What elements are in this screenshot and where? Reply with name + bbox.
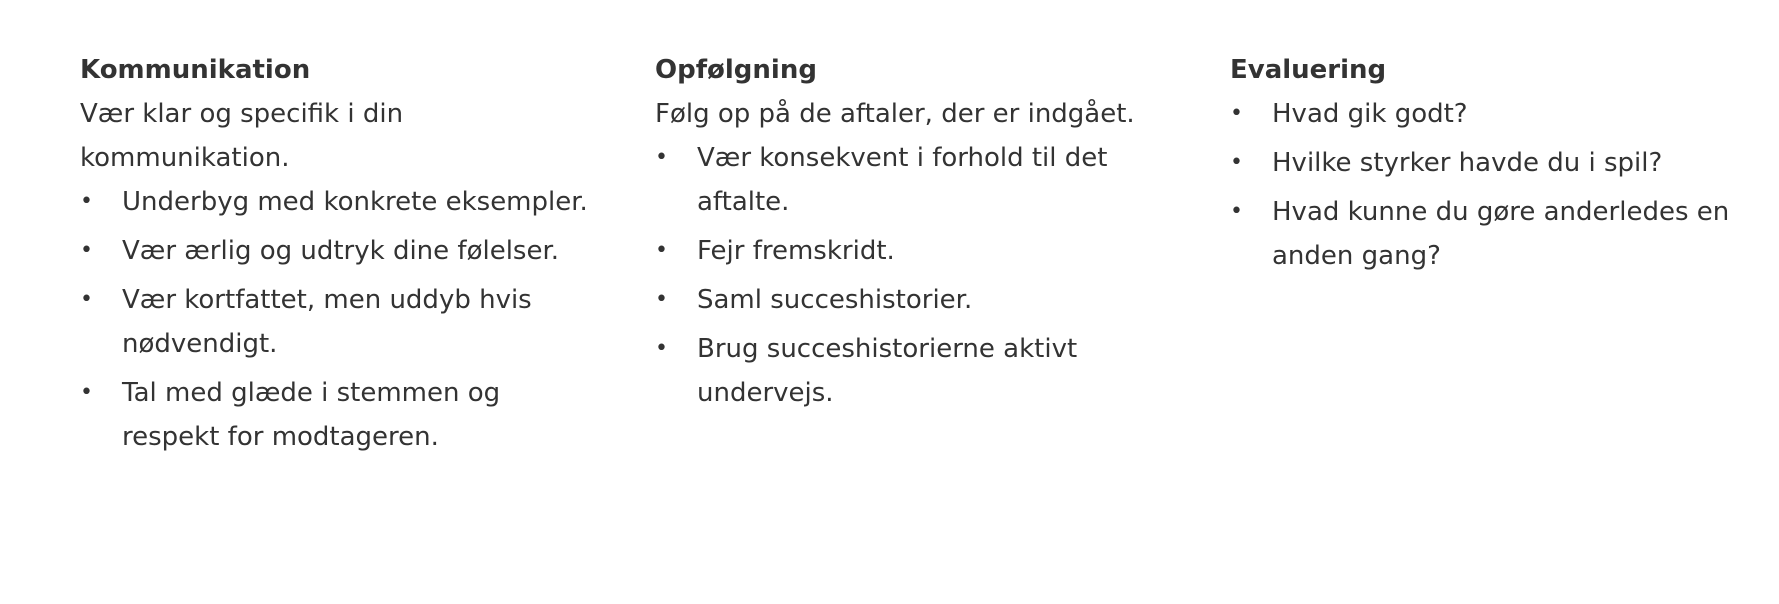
list-item xyxy=(80,180,593,224)
list-item-text: Vær ærlig og udtryk dine følelser. xyxy=(122,236,560,266)
list-item-text: Vær kortfattet, men uddyb hvis nødvendigt. xyxy=(122,285,532,359)
bullet-list xyxy=(655,136,1168,415)
list-item xyxy=(1230,190,1743,278)
bullet-icon: • xyxy=(80,380,93,405)
list-item-text: Tal med glæde i stemmen og respekt for modtageren. xyxy=(122,378,501,452)
bullet-list xyxy=(1230,92,1743,278)
column-kommunikation xyxy=(80,48,613,464)
column-intro: Følg op på de aftaler, der er indgået. xyxy=(655,99,1135,129)
bullet-list xyxy=(80,180,593,459)
bullet-icon: • xyxy=(655,336,668,361)
list-item-text: Hvad gik godt? xyxy=(1272,99,1468,129)
bullet-icon: • xyxy=(1230,199,1243,224)
bullet-icon: • xyxy=(655,145,668,170)
list-item xyxy=(80,229,593,273)
list-item-text: Hvad kunne du gøre anderledes en anden gang? xyxy=(1272,197,1730,271)
three-column-content xyxy=(80,48,1763,464)
list-item-text: Saml succeshistorier. xyxy=(697,285,973,315)
list-item xyxy=(1230,92,1743,136)
list-item xyxy=(1230,141,1743,185)
column-evaluering xyxy=(1230,48,1763,464)
list-item xyxy=(655,229,1168,273)
column-title: Opfølgning xyxy=(655,55,817,85)
list-item-text: Underbyg med konkrete eksempler. xyxy=(122,187,588,217)
list-item-text: Vær konsekvent i forhold til det aftalte. xyxy=(697,143,1108,217)
bullet-icon: • xyxy=(80,189,93,214)
bullet-icon: • xyxy=(80,287,93,312)
list-item xyxy=(80,371,593,459)
column-intro: Vær klar og specifik i din kommunikation. xyxy=(80,99,404,173)
column-opfoelgning xyxy=(655,48,1188,464)
list-item xyxy=(80,278,593,366)
list-item-text: Hvilke styrker havde du i spil? xyxy=(1272,148,1663,178)
list-item xyxy=(655,136,1168,224)
bullet-icon: • xyxy=(1230,150,1243,175)
list-item-text: Brug succeshistorierne aktivt undervejs. xyxy=(697,334,1078,408)
column-title: Kommunikation xyxy=(80,55,311,85)
list-item-text: Fejr fremskridt. xyxy=(697,236,895,266)
list-item xyxy=(655,278,1168,322)
bullet-icon: • xyxy=(655,238,668,263)
list-item xyxy=(655,327,1168,415)
column-title: Evaluering xyxy=(1230,55,1387,85)
bullet-icon: • xyxy=(80,238,93,263)
bullet-icon: • xyxy=(655,287,668,312)
bullet-icon: • xyxy=(1230,101,1243,126)
